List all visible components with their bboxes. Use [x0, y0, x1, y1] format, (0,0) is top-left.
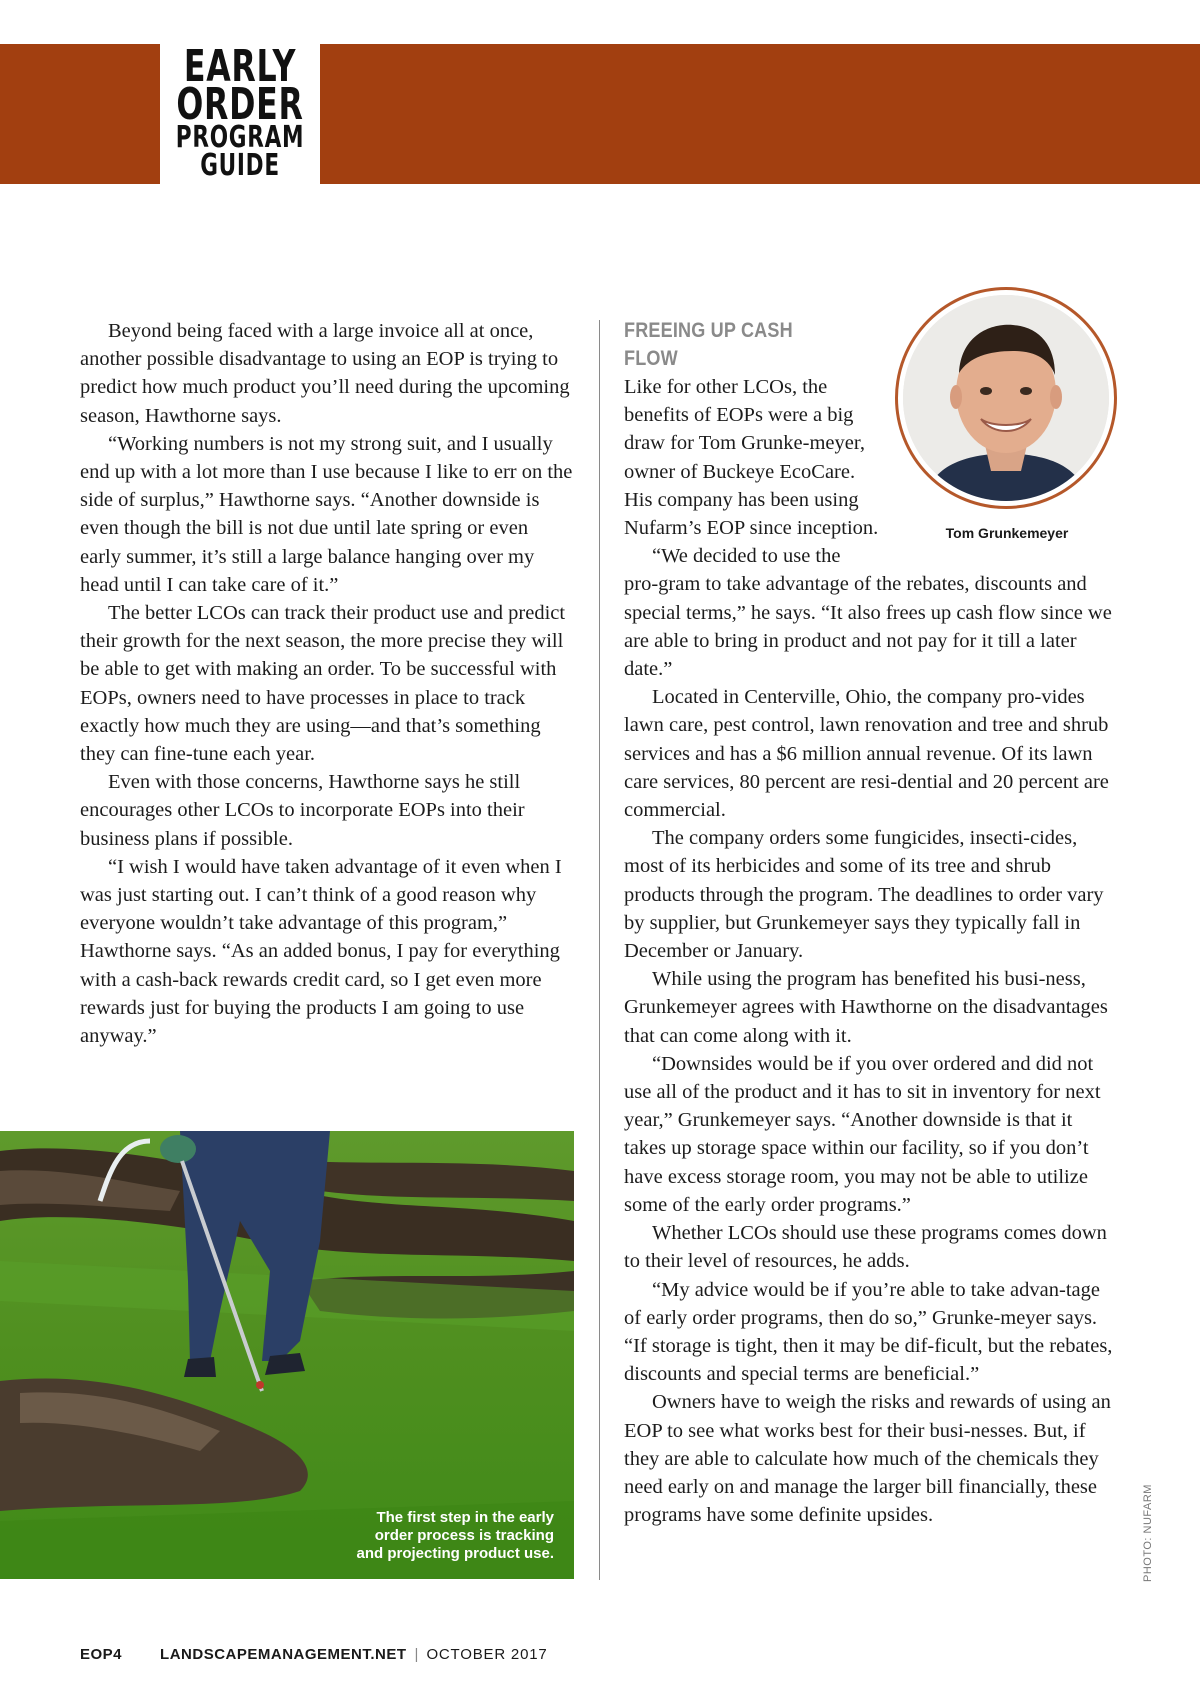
logo-line: PROGRAM: [175, 120, 305, 155]
footer-separator: |: [414, 1646, 419, 1663]
paragraph: “My advice would be if you’re able to take advan-tage of early order programs, then do so,” Grunke-meyer says. “If storage is tight, then it may be dif-ficult, but the rebates, discounts and special terms are beneficial.”: [624, 1278, 1113, 1386]
portrait-caption: Tom Grunkemeyer: [945, 525, 1069, 541]
left-column: [80, 317, 574, 1050]
paragraph: Located in Centerville, Ohio, the company pro-vides lawn care, pest control, lawn renovation and tree and shrub services and has a $6 million annual revenue. Of its lawn care services, 80 percent are resi-dential and 20 percent are commercial.: [624, 686, 1109, 822]
column-divider: [599, 320, 600, 1580]
page-footer: [80, 1646, 548, 1663]
paragraph: “I wish I would have taken advantage of it even when I was just starting out. I can’t think of a good reason why everyone wouldn’t take advantage of this program,” Hawthorne says. “As an added bonus, I pay for everything with a cash-back rewards credit card, so I get even more rewards just for buying the products I am going to use anyway.”: [80, 855, 562, 1048]
paragraph: Whether LCOs should use these programs comes down to their level of resources, he adds.: [624, 1222, 1107, 1273]
paragraph: While using the program has benefited his busi-ness, Grunkemeyer agrees with Hawthorne on the disadvantages that can come along with it.: [624, 968, 1108, 1047]
paragraph: “Downsides would be if you over ordered and did not use all of the product and it has to sit in inventory for next year,” Grunkemeyer says. “Another downside is that it takes up storage space within our facility, so if you don’t have excess storage room, you may not be able to utilize some of the early order programs.”: [624, 1052, 1101, 1216]
paragraph: Owners have to weigh the risks and rewards of using an EOP to see what works best for their busi-nesses. But, if they are able to calculate how much of the chemicals they need early on and manage the larger bill financially, these programs have some definite upsides.: [624, 1391, 1111, 1527]
early-order-program-guide-logo: [175, 41, 305, 184]
issue-date: OCTOBER 2017: [426, 1646, 548, 1663]
page-number: EOP4: [80, 1646, 123, 1663]
paragraph: The better LCOs can track their product use and predict their growth for the next season, the more precise they will be able to get with making an order. To be successful with EOPs, owners need to have processes in place to track exactly how much they are using—and that’s something they can fine-tune each year.: [80, 602, 566, 766]
paragraph: The company orders some fungicides, insecti-cides, most of its herbicides and some of its tree and shrub products through the program. The deadlines to order vary by supplier, but Grunkemeyer says they typically fall in December or January.: [624, 827, 1104, 963]
photo-credit: PHOTO: NUFARM: [1142, 1484, 1154, 1582]
logo-line: EARLY: [183, 41, 297, 92]
header-band-left: [0, 44, 160, 184]
right-column: [624, 317, 1119, 1529]
paragraph: Beyond being faced with a large invoice all at once, another possible disadvantage to using an EOP is trying to predict how much product you’ll need during the upcoming season, Hawthorne says.: [80, 320, 570, 427]
photo-caption: The first step in the early order process is tracking and projecting product use.: [356, 1509, 554, 1562]
header-band-right: [320, 44, 1200, 184]
paragraph: “Working numbers is not my strong suit, and I usually end up with a lot more than I use because I like to err on the side of surplus,” Hawthorne says. “Another downside is even though the bill is not due until late spring or even early summer, it’s still a large balance hanging over my head until I can take care of it.”: [80, 432, 573, 596]
paragraph: “We decided to use the pro-gram to take advantage of the rebates, discounts and special terms,” he says. “It also frees up cash flow since we are able to bring in product and not pay for it till a later date.”: [624, 545, 1112, 681]
paragraph: Like for other LCOs, the benefits of EOPs were a big draw for Tom Grunke-meyer, owner of Buckeye EcoCare. His company has been using Nufarm’s EOP since inception.: [624, 376, 879, 540]
logo-line: ORDER: [176, 79, 304, 130]
section-heading: FREEING UP CASH FLOW: [624, 319, 793, 370]
lawn-spraying-photo: [0, 1131, 574, 1579]
logo-line: GUIDE: [200, 148, 280, 183]
paragraph: Even with those concerns, Hawthorne says he still encourages other LCOs to incorporate EOPs into their business plans if possible.: [80, 771, 525, 850]
site-link[interactable]: LANDSCAPEMANAGEMENT.NET: [160, 1646, 407, 1663]
